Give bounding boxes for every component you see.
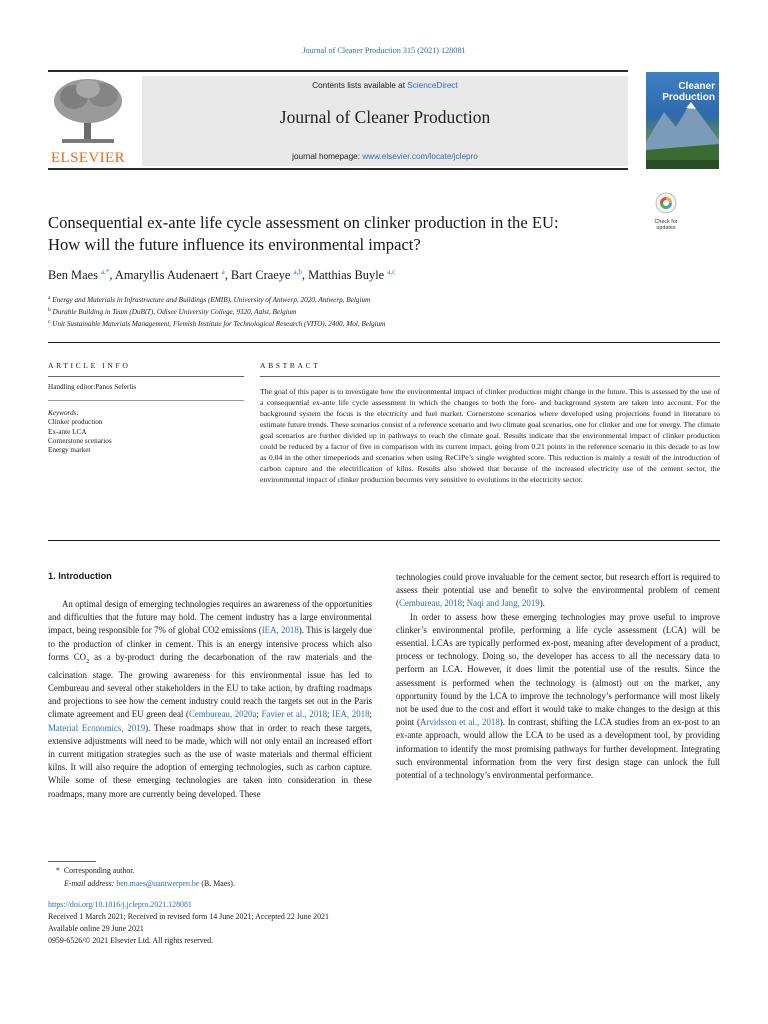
intro-right-column (396, 571, 720, 782)
footnote-rule (48, 861, 96, 862)
intro-paragraph: An optimal design of emerging technologies requires an awareness of the opportunities and difficulties that the future may hold. The cement industry has a large environmental impact, being responsible for 7% of global CO2 emissions (IEA, 2018). This is largely due to the production of clinker in cement. This is an energy intensive process which also forms $CO_2$ as a by-product during the decarbonation of the raw materials and the calcination stage. The growing awareness for this environmental issue has led to Cembureau and several other stakeholders in the EU to take action, by drafting roadmaps and projections to see how the cement industry could reach the targets set out in the Paris climate agreement and EU green deal (Cembureau, 2020a; Favier et al., 2018; IEA, 2018; Material Economics, 2019). These roadmaps show that in order to reach these targets, extensive adjustments will need to be made, which will not only entail an increased effort in current mitigation strategies such as the use of waste materials and thermal efficient kilns. It will also require the adoption of emerging technologies, such as carbon capture. While some of these emerging technologies are taken into consideration in these roadmaps, many more are currently being developed. These (48, 599, 373, 799)
elsevier-logo[interactable] (48, 77, 128, 167)
journal-citation-link[interactable]: Journal of Cleaner Production 315 (2021) 128081 (302, 46, 466, 55)
affiliation: $^b$ Durable Building in Team (DuBiT), Odisee University College, 9320, Aalst, Belgium (48, 307, 297, 316)
journal-homepage-link[interactable]: www.elsevier.com/locate/jclepro (362, 152, 478, 161)
article-title: Consequential ex-ante life cycle assessment on clinker production in the EU: How will the future influence its environmental impact? (48, 213, 559, 254)
author-list: Ben Maes $^{a,*}$, Amaryllis Audenaert $^a$, Bart Craeye $^{a,b}$, Matthias Buyle $^{a,c}$ (48, 268, 396, 282)
journal-cover-image[interactable] (646, 72, 719, 169)
copyright-notice: 0959-6526/© 2021 Elsevier Ltd. All rights reserved. (48, 936, 214, 945)
email-note: E-mail address: ben.maes@uantwerpen.be (B. Maes). (64, 879, 235, 888)
author-name[interactable]: Ben Maes (48, 268, 98, 282)
author-name[interactable]: Bart Craeye (230, 268, 291, 282)
elsevier-wordmark: ELSEVIER (50, 150, 126, 166)
check-for-updates-icon (655, 192, 677, 214)
author-affiliation-marker[interactable]: a (221, 268, 225, 276)
citation-link[interactable]: IEA, 2018 (332, 709, 370, 720)
section-divider (48, 540, 720, 541)
author-affiliation-marker[interactable]: a,c (387, 268, 396, 276)
abstract-heading: ABSTRACT (260, 361, 321, 370)
elsevier-tree-icon (48, 77, 128, 147)
citation-link[interactable]: Naqi and Jang, 2019 (466, 598, 540, 609)
available-online-date: Available online 29 June 2021 (48, 924, 144, 933)
handling-editor: Handling editor:Panos Seferlis (48, 383, 137, 391)
article-info-sub-rule (48, 400, 244, 401)
article-info-rule (48, 376, 244, 377)
intro-paragraph: technologies could prove invaluable for the cement sector, but research effort is required to assess their potential use and benefit to solve the environmental problem of cement (Cembureau, 2018; Naqi and Jang, 2019). (396, 572, 720, 609)
cover-title: Cleaner Production (662, 81, 715, 103)
affiliation: $^c$ Unit Sustainable Materials Management, Flemish Institute for Technological Research (VITO), 2400, Mol, Belgium (48, 319, 386, 328)
homepage-line: journal homepage: www.elsevier.com/locate/jclepro (292, 152, 478, 161)
abstract-rule (260, 376, 720, 377)
author-affiliation-marker[interactable]: a,b (293, 268, 302, 276)
section-divider (48, 342, 720, 343)
intro-left-column (48, 598, 372, 801)
abstract-text: The goal of this paper is to investigate how the environmental impact of clinker production might change in the future. This is assessed by the use of a consequential ex-ante life cycle assessment in which the changes to both the fore- and background system are taken into account. For the background system the focus is the electricity and fuel market. Cornerstone scenarios where developed using projections found in literature to estimate future trends. These scenarios consist of a reference scenario and two climate goal scenarios, one for clinker and one for energy. The climate goal scenarios are further divided up in pathways to reach the climate goal. Results indicate that the environmental impact of clinker production could be reduced by a factor of five in comparison with its current impact, going from 0.21 points in the reference scenario in this decade to as low as 0.04 in the other timeperiods and scenarios when using ReCiPe’s single weighted score. This reduction is mainly a result of the introduction of carbon capture and the electrification of kilns. Results also showed that because of the increased electricity use of the cement sector, the environmental impact of clinker production becomes very sensitive to evolutions in the electricity sector. (260, 387, 720, 484)
check-for-updates-button[interactable]: Check for updates (648, 192, 684, 232)
keyword-item: Ex-ante LCA (48, 427, 87, 436)
sciencedirect-link[interactable]: ScienceDirect (407, 81, 458, 90)
citation-link[interactable]: Cembureau, 2020a (188, 709, 257, 720)
keywords-block (48, 409, 112, 455)
doi-link[interactable]: https://doi.org/10.1016/j.jclepro.2021.128081 (48, 900, 192, 909)
citation-link[interactable]: Material Economics, 2019 (48, 722, 146, 733)
keyword-item: Clinker production (48, 418, 103, 427)
keyword-item: Energy market (48, 446, 91, 455)
email-link[interactable]: ben.maes@uantwerpen.be (116, 879, 200, 888)
introduction-heading: 1. Introduction (48, 571, 112, 581)
citation-link[interactable]: Cembureau, 2018 (398, 598, 463, 609)
header-top-rule (48, 70, 628, 72)
intro-paragraph: In order to assess how these emerging technologies may prove useful to improve clinker’s environmental profile, performing a life cycle assessment (LCA) will be essential. LCAs are typically performed ex-post, meaning after development of a product, process or technology. Doing so, the developer has access to all the necessary data to perform an LCA. However, it does limit the potential use of the results. Since the assessment is performed when the technology is (almost) out on the market, any opportunity found by the LCA to improve the technology’s performance will most likely not be used due to the cost and effort it would take to make changes to the design at this point (Arvidsson et al., 2018). In contrast, shifting the LCA studies from an ex-post to an ex-ante approach, would allow the LCA to be used as a development tool, by providing information to identify the most promising pathways for further development. Integrating such environmental information from the very first design stage can unlock the full potential of a technology’s environmental performance. (396, 611, 720, 781)
article-info-heading: ARTICLE INFO (48, 361, 131, 370)
received-dates: Received 1 March 2021; Received in revised form 14 June 2021; Accepted 22 June 2021 (48, 912, 329, 921)
contents-line: Contents lists available at ScienceDirect (312, 81, 458, 90)
header-bottom-rule (48, 168, 628, 170)
author-affiliation-marker[interactable]: a,* (101, 268, 110, 276)
journal-masthead (142, 76, 628, 166)
keyword-item: Cornerstone scenarios (48, 436, 112, 445)
journal-name: Journal of Cleaner Production (279, 107, 491, 127)
author-name[interactable]: Matthias Buyle (308, 268, 385, 282)
keywords-label: Keywords: (48, 409, 79, 417)
citation-link[interactable]: Favier et al., 2018 (261, 709, 328, 720)
citation-link[interactable]: Arvidsson et al., 2018 (419, 717, 500, 728)
author-name[interactable]: Amaryllis Audenaert (114, 268, 219, 282)
affiliation: $^a$ Energy and Materials in Infrastructure and Buildings (EMIB), University of Antwerp, 2020, Antwerp, Belgium (48, 295, 371, 304)
citation-link[interactable]: IEA, 2018 (261, 625, 299, 636)
corresponding-author-note: * Corresponding author. (56, 866, 135, 875)
